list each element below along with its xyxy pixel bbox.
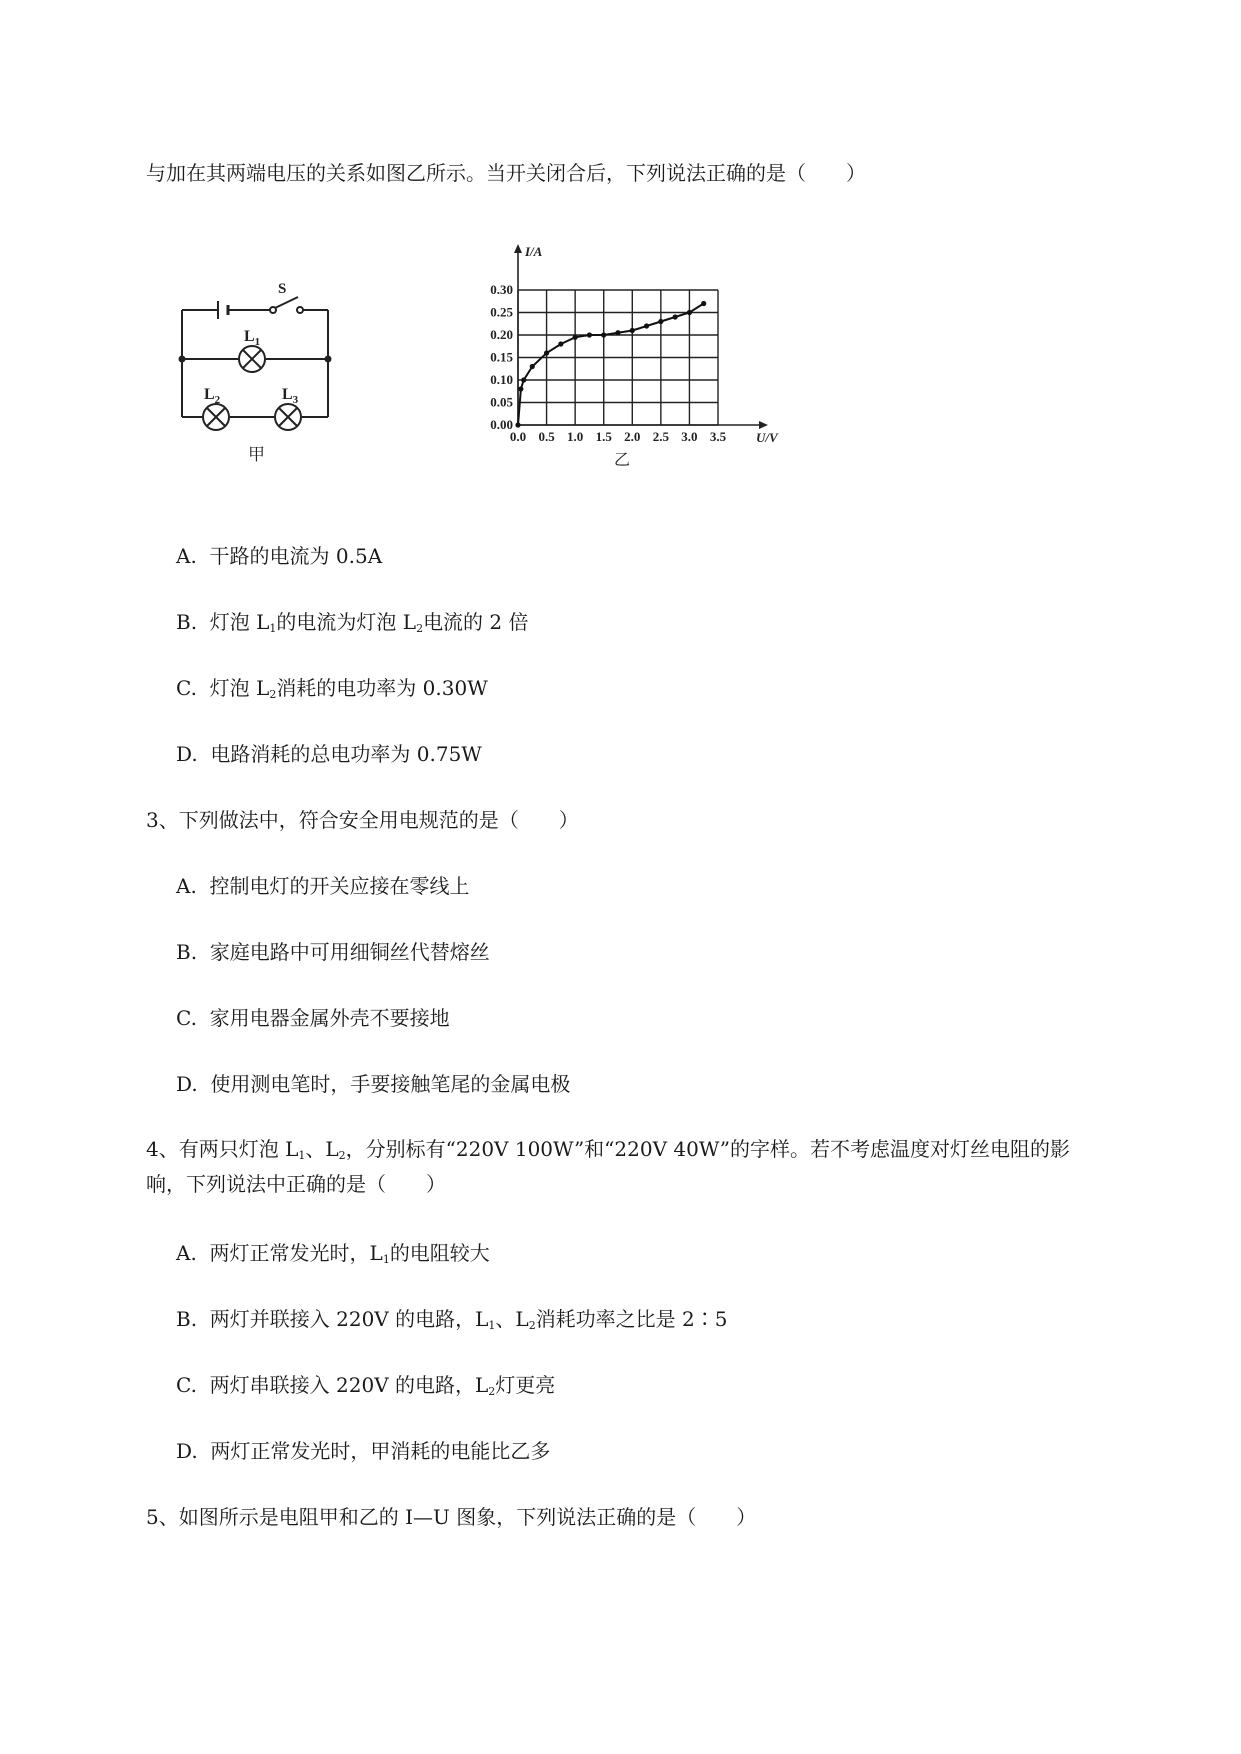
figure-yi-caption: 乙 — [614, 452, 631, 469]
y-tick-label: 0.10 — [490, 372, 513, 387]
y-axis-label: I/A — [525, 244, 543, 259]
data-point — [521, 377, 526, 382]
circuit-diagram — [170, 255, 350, 470]
y-tick-label: 0.25 — [490, 304, 513, 320]
lamp-l3-label: $L_3$ — [282, 386, 299, 406]
q2-option-a[interactable]: A. 干路的电流为 0.5A — [176, 544, 383, 568]
q2-option-c[interactable]: C. 灯泡 $L_2$消耗的电功率为 0.30W — [176, 676, 488, 701]
y-tick-label: 0.00 — [490, 417, 513, 432]
x-tick-label: 0.0 — [509, 429, 527, 444]
data-point — [530, 364, 535, 369]
y-tick-label: 0.20 — [490, 327, 513, 342]
data-point — [544, 350, 549, 355]
x-tick-label: 2.0 — [624, 429, 641, 444]
x-tick-label: 3.0 — [681, 429, 698, 444]
q2-option-d[interactable]: D. 电路消耗的总电功率为 0.75W — [176, 742, 482, 766]
x-tick-label: 3.5 — [709, 429, 727, 444]
data-point — [615, 330, 620, 335]
data-point — [518, 386, 523, 391]
question-3-stem: 3、下列做法中，符合安全用电规范的是（ ） — [146, 808, 579, 832]
data-point — [601, 332, 606, 337]
question-4-stem-line1: 4、有两只灯泡 $L_1$、$L_2$，分别标有“220V 100W”和“220V 40W”的字样。若不考虑温度对灯丝电阻的影 — [146, 1137, 1070, 1162]
q3-option-c[interactable]: C. 家用电器金属外壳不要接地 — [176, 1006, 450, 1030]
data-point — [587, 332, 592, 337]
data-point — [573, 335, 578, 340]
data-point — [701, 301, 706, 306]
data-point — [558, 341, 563, 346]
q4-option-d[interactable]: D. 两灯正常发光时，甲消耗的电能比乙多 — [176, 1439, 551, 1463]
battery-icon — [218, 301, 228, 319]
q4-option-b[interactable]: B. 两灯并联接入 220V 的电路，$L_1$、$L_2$消耗功率之比是 2∶5 — [176, 1307, 728, 1332]
x-tick-label: 1.0 — [567, 429, 584, 444]
x-tick-label: 2.5 — [652, 429, 669, 444]
x-tick-label: 1.5 — [595, 429, 612, 444]
lamp-l1-label: $L_1$ — [244, 328, 261, 348]
data-point — [630, 328, 635, 333]
switch-icon — [270, 297, 303, 313]
data-point — [658, 319, 663, 324]
x-axis-label: U/V — [756, 430, 778, 445]
y-axis-arrow-icon — [514, 244, 522, 253]
data-point — [644, 323, 649, 328]
iu-curve — [518, 304, 704, 426]
y-tick-label: 0.05 — [490, 394, 513, 410]
question-2-stem-continuation: 与加在其两端电压的关系如图乙所示。当开关闭合后，下列说法正确的是（ ） — [146, 161, 866, 185]
iu-chart — [470, 235, 810, 475]
question-4-stem-line2: 响，下列说法中正确的是（ ） — [146, 1172, 446, 1196]
q2-option-b[interactable]: B. 灯泡 $L_1$的电流为灯泡 $L_2$电流的 2 倍 — [176, 610, 529, 635]
figure-jia-caption: 甲 — [248, 445, 265, 464]
q4-option-a[interactable]: A. 两灯正常发光时，$L_1$的电阻较大 — [176, 1241, 490, 1266]
q3-option-a[interactable]: A. 控制电灯的开关应接在零线上 — [176, 874, 470, 898]
data-point — [687, 310, 692, 315]
x-tick-label: 0.5 — [538, 429, 555, 444]
x-axis-arrow-icon — [759, 421, 768, 429]
lamp-l2-icon — [203, 404, 229, 430]
lamp-l1-icon — [239, 346, 265, 372]
y-tick-label: 0.15 — [490, 349, 513, 365]
question-5-stem: 5、如图所示是电阻甲和乙的 I—U 图象，下列说法正确的是（ ） — [146, 1505, 757, 1529]
q3-option-d[interactable]: D. 使用测电笔时，手要接触笔尾的金属电极 — [176, 1072, 571, 1096]
data-point — [515, 422, 520, 427]
y-tick-label: 0.30 — [490, 282, 513, 297]
lamp-l2-label: $L_2$ — [204, 386, 221, 406]
q4-option-c[interactable]: C. 两灯串联接入 220V 的电路，$L_2$灯更亮 — [176, 1373, 556, 1398]
q3-option-b[interactable]: B. 家庭电路中可用细铜丝代替熔丝 — [176, 940, 490, 964]
switch-label: S — [278, 281, 287, 297]
data-point — [673, 314, 678, 319]
lamp-l3-icon — [275, 404, 301, 430]
